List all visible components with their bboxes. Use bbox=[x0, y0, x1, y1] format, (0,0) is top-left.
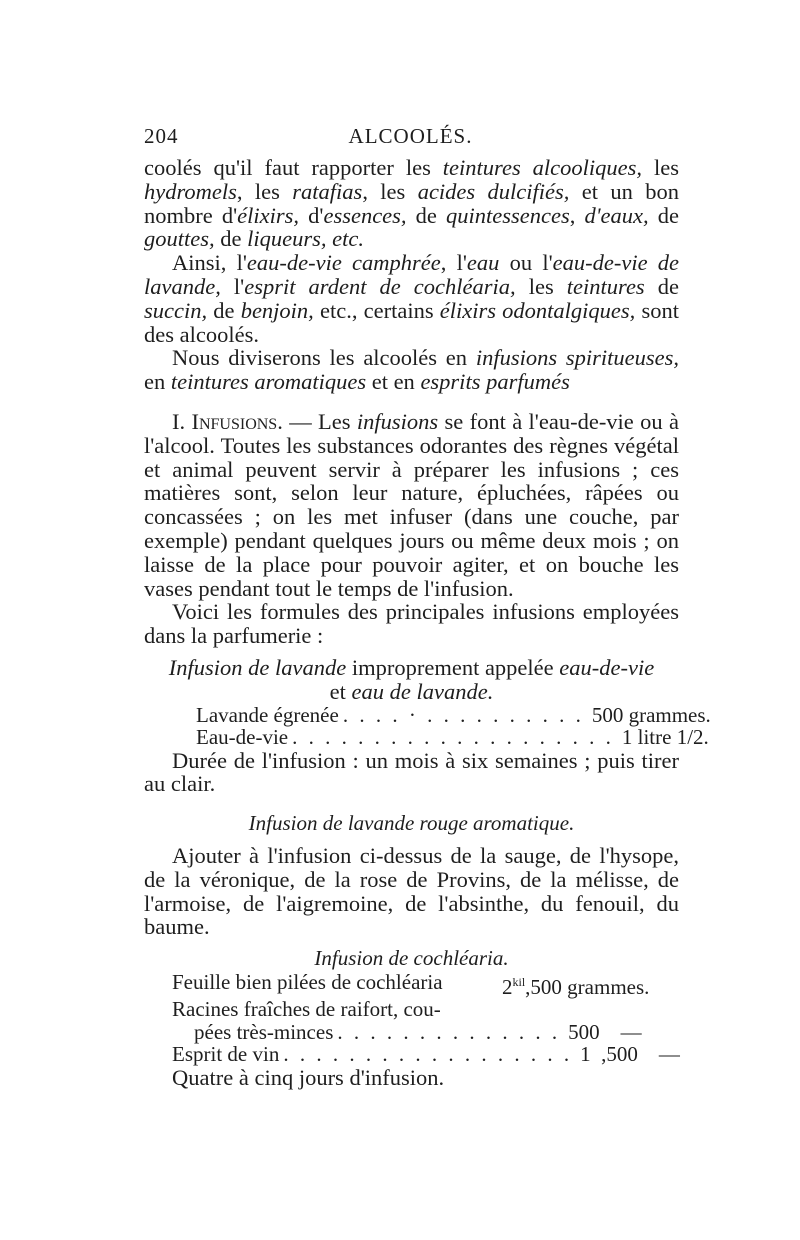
paragraph-formulas-intro: Voici les formules des principales infusions employées dans la parfumerie : bbox=[144, 599, 679, 649]
paragraph-infusions: I. Infusions. — Les infusions se font à l'eau-de-vie ou à l'alcool. Toutes les substances odorantes des règnes végétal et animal peuvent servir à préparer les infusions ; ces matières sont, selon leur nature, épluchées, râpées ou concassées ; on les met infuser (dans une couche, par exemple) pendant quelques jours ou même deux mois ; on laisse de la place pour pouvoir agiter, et on bouche les vases pendant tout le temps de l'infusion. bbox=[144, 408, 679, 601]
paragraph-division: Nous diviserons les alcoolés en infusions spiritueuses, en teintures aromatiques et en esprits parfumés bbox=[144, 345, 679, 395]
paragraph-continuation: coolés qu'il faut rapporter les teintures alcooliques, les hydromels, les ratafias, les acides dulcifiés, et un bon nombre d'élixirs, d'essences, de quintessences, d'eaux, de gouttes, de liqueurs, etc. bbox=[144, 155, 680, 252]
recipe-lavender-note: Durée de l'infusion : un mois à six semaines ; puis tirer au clair. bbox=[144, 747, 679, 797]
recipe-cochlearia-title: Infusion de cochléaria. bbox=[314, 946, 509, 971]
recipe-lavender-ingredients bbox=[144, 702, 711, 750]
page-body bbox=[144, 155, 711, 1090]
ingredient-row: Lavande égrenée . . . . · . . . . . . . . . . 500 grammes. bbox=[196, 702, 711, 727]
ingredient-row: Feuille bien pilées de cochléaria $2^{kil},500$ grammes. bbox=[172, 969, 650, 999]
recipe-cochlearia-note: Quatre à cinq jours d'infusion. bbox=[172, 1064, 445, 1090]
ingredient-row: Esprit de vin . . . . . . . . . . . . . . . . . . 1 ,500 — bbox=[172, 1042, 680, 1067]
paragraph-examples: Ainsi, l'eau-de-vie camphrée, l'eau ou l'eau-de-vie de lavande, l'esprit ardent de cochléaria, les teintures de succin, de benjoin, etc., certains élixirs odontalgiques, sont des alcoolés. bbox=[144, 250, 680, 347]
recipe-cochlearia-ingredients bbox=[144, 971, 679, 1066]
recipe-red-lavender-text: Ajouter à l'infusion ci-dessus de la sauge, de l'hysope, de la véronique, de la rose de Provins, de la mélisse, de l'armoise, de l'aigremoine, de l'absinthe, du fenouil, du baume. bbox=[144, 842, 679, 940]
ingredient-row: pées très-minces . . . . . . . . . . . . . . 500 — bbox=[194, 1019, 642, 1044]
section-heading: I. Infusions. bbox=[172, 408, 283, 434]
ingredient-row: Eau-de-vie . . . . . . . . . . . . . . . . . . . . 1 litre 1/2. bbox=[196, 725, 709, 750]
running-header bbox=[144, 124, 677, 154]
running-title: ALCOOLÉS. bbox=[348, 124, 473, 148]
recipe-red-lavender-title: Infusion de lavande rouge aromatique. bbox=[248, 811, 575, 836]
recipe-lavender-title: Infusion de lavande improprement appelée eau-de-vie et eau de lavande. bbox=[168, 654, 655, 704]
ingredient-row: Racines fraîches de raifort, cou- bbox=[172, 997, 441, 1022]
page-number: 204 bbox=[144, 124, 179, 148]
